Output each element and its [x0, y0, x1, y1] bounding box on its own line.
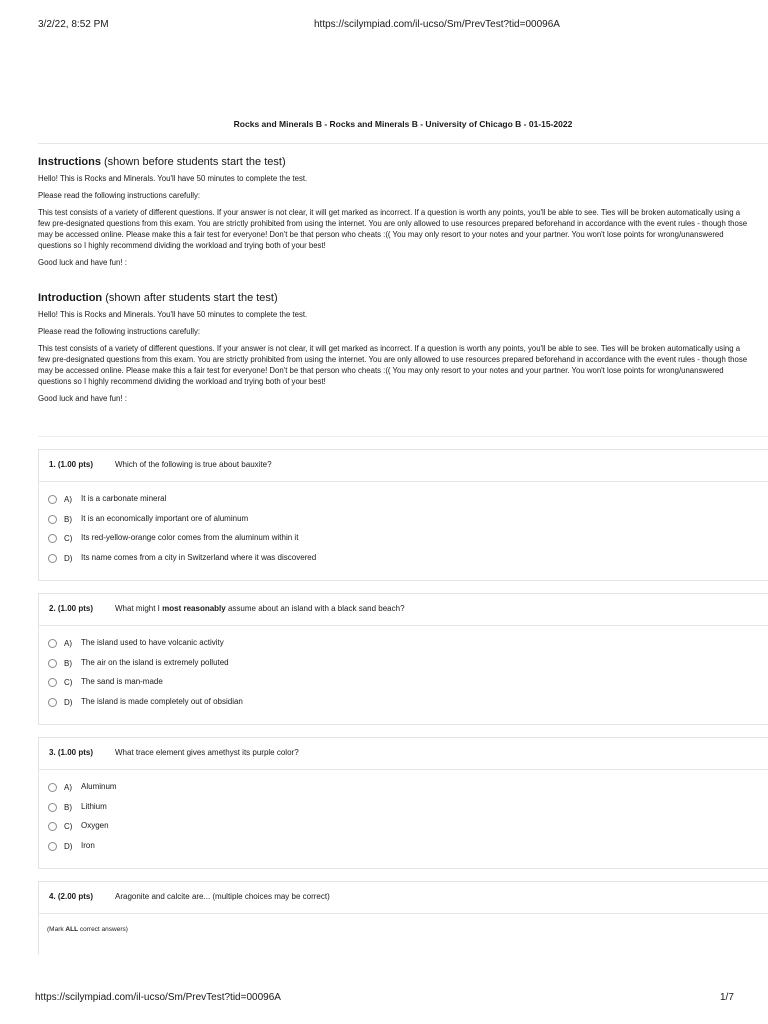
introduction-heading-bold: Introduction	[38, 292, 103, 304]
answer-options	[39, 482, 768, 577]
answer-option-a[interactable]	[39, 494, 768, 514]
instructions-p1: Hello! This is Rocks and Minerals. You'll have 50 minutes to complete the test.	[38, 174, 308, 183]
radio-button[interactable]	[48, 534, 57, 543]
instructions-heading-bold: Instructions	[38, 156, 101, 168]
option-letter: B)	[64, 514, 72, 524]
option-letter: D)	[64, 554, 73, 564]
instructions-p2: Please read the following instructions carefully:	[38, 191, 201, 200]
answer-option-c[interactable]	[39, 677, 768, 697]
option-text: Lithium	[81, 801, 107, 811]
radio-button[interactable]	[48, 639, 57, 648]
question-number: 4. (2.00 pts)	[49, 892, 94, 901]
instructions-heading	[38, 155, 753, 169]
option-letter: B)	[64, 802, 72, 812]
question-header	[39, 450, 768, 482]
question-4	[38, 881, 768, 954]
introduction-p2: Please read the following instructions carefully:	[38, 327, 201, 336]
option-text: The sand is man-made	[81, 677, 163, 687]
option-letter: D)	[64, 842, 73, 852]
question-1	[38, 449, 768, 581]
introduction-section	[38, 291, 753, 408]
option-text: Iron	[81, 841, 95, 851]
mark-all-note-end: correct answers)	[79, 926, 128, 933]
introduction-p1: Hello! This is Rocks and Minerals. You'll have 50 minutes to complete the test.	[38, 310, 308, 319]
radio-button[interactable]	[48, 842, 57, 851]
answer-option-d[interactable]	[39, 553, 768, 573]
instructions-p4: Good luck and have fun! :	[38, 258, 127, 267]
question-header	[39, 594, 768, 626]
option-text: Aluminum	[81, 782, 117, 791]
print-header-url: https://scilympiad.com/il-ucso/Sm/PrevTest?tid=00096A	[314, 19, 560, 30]
introduction-p4: Good luck and have fun! :	[38, 394, 127, 403]
option-letter: A)	[64, 783, 72, 792]
option-text: It is an economically important ore of aluminum	[81, 513, 249, 523]
radio-button[interactable]	[48, 515, 57, 524]
question-text-emphasis: most reasonably	[162, 604, 226, 613]
answer-options	[39, 626, 768, 721]
option-text: It is a carbonate mineral	[81, 494, 167, 503]
mark-all-note-start: (Mark	[47, 926, 64, 933]
answer-option-c[interactable]	[39, 533, 768, 553]
answer-option-b[interactable]	[39, 658, 768, 678]
answer-option-c[interactable]	[39, 821, 768, 841]
option-text: The island is made completely out of obsidian	[81, 697, 243, 707]
title-divider	[38, 143, 768, 144]
radio-button[interactable]	[48, 698, 57, 707]
option-letter: B)	[64, 658, 72, 668]
radio-button[interactable]	[48, 554, 57, 563]
radio-button[interactable]	[48, 659, 57, 668]
question-number: 3. (1.00 pts)	[49, 748, 94, 757]
option-text: The island used to have volcanic activity	[81, 638, 224, 647]
answer-option-a[interactable]	[39, 638, 768, 658]
answer-option-b[interactable]	[39, 802, 768, 822]
question-header	[39, 882, 768, 914]
radio-button[interactable]	[48, 822, 57, 831]
print-header-date: 3/2/22, 8:52 PM	[38, 19, 109, 30]
print-footer-page: 1/7	[720, 992, 734, 1003]
question-text: Which of the following is true about bauxite?	[115, 460, 272, 469]
mark-all-note	[39, 914, 768, 933]
option-letter: C)	[64, 678, 73, 688]
question-3	[38, 737, 768, 869]
radio-button[interactable]	[48, 783, 57, 792]
option-letter: D)	[64, 698, 73, 708]
answer-option-d[interactable]	[39, 697, 768, 717]
question-text: What trace element gives amethyst its purple color?	[115, 748, 299, 757]
question-2	[38, 593, 768, 725]
option-letter: C)	[64, 534, 73, 544]
introduction-heading	[38, 291, 753, 305]
option-text: Its name comes from a city in Switzerland where it was discovered	[81, 553, 317, 563]
answer-options	[39, 770, 768, 865]
section-divider	[38, 436, 768, 437]
question-text: Aragonite and calcite are... (multiple choices may be correct)	[115, 892, 330, 901]
option-text: Its red-yellow-orange color comes from the aluminum within it	[81, 533, 299, 543]
answer-option-d[interactable]	[39, 841, 768, 861]
option-letter: A)	[64, 495, 72, 504]
question-header	[39, 738, 768, 770]
test-title: Rocks and Minerals B - Rocks and Minerals B - University of Chicago B - 01-15-2022	[233, 119, 573, 129]
instructions-p3: This test consists of a variety of different questions. If your answer is not clear, it will get marked as incorrect. If a question is worth any points, you'll be able to see. Ties will be broken automatically using a few pre-designated questions from this exam. You are strictly prohibited from using the internet. You are only allowed to use resources prepared beforehand in accordance with the event rules - though those may be accessed online. Please make this a fair test for everyone! Don't be that person who cheats :(( You may only resort to your notes and your partner. You won't lose points for wrong/unanswered questions so I highly recommend dividing the workload and trying both of your best!	[38, 208, 748, 250]
radio-button[interactable]	[48, 678, 57, 687]
question-text-end: assume about an island with a black sand beach?	[227, 604, 405, 613]
question-text	[115, 604, 405, 613]
question-number: 1. (1.00 pts)	[49, 460, 94, 469]
question-text-start: What might I	[115, 604, 160, 613]
radio-button[interactable]	[48, 803, 57, 812]
option-letter: C)	[64, 822, 73, 832]
question-number: 2. (1.00 pts)	[49, 604, 94, 613]
instructions-section	[38, 155, 753, 272]
answer-option-b[interactable]	[39, 514, 768, 534]
option-text: The air on the island is extremely polluted	[81, 657, 229, 667]
option-letter: A)	[64, 639, 72, 648]
introduction-heading-note: (shown after students start the test)	[105, 292, 278, 304]
option-text: Oxygen	[81, 821, 109, 831]
radio-button[interactable]	[48, 495, 57, 504]
mark-all-note-emphasis: ALL	[65, 926, 79, 933]
instructions-heading-note: (shown before students start the test)	[104, 156, 286, 168]
introduction-p3: This test consists of a variety of different questions. If your answer is not clear, it will get marked as incorrect. If a question is worth any points, you'll be able to see. Ties will be broken automatically using a few pre-designated questions from this exam. You are strictly prohibited from using the internet. You are only allowed to use resources prepared beforehand in accordance with the event rules - though those may be accessed online. Please make this a fair test for everyone! Don't be that person who cheats :(( You may only resort to your notes and your partner. You won't lose points for wrong/unanswered questions so I highly recommend dividing the workload and trying both of your best!	[38, 344, 748, 386]
print-footer-url: https://scilympiad.com/il-ucso/Sm/PrevTest?tid=00096A	[35, 992, 281, 1003]
answer-option-a[interactable]	[39, 782, 768, 802]
